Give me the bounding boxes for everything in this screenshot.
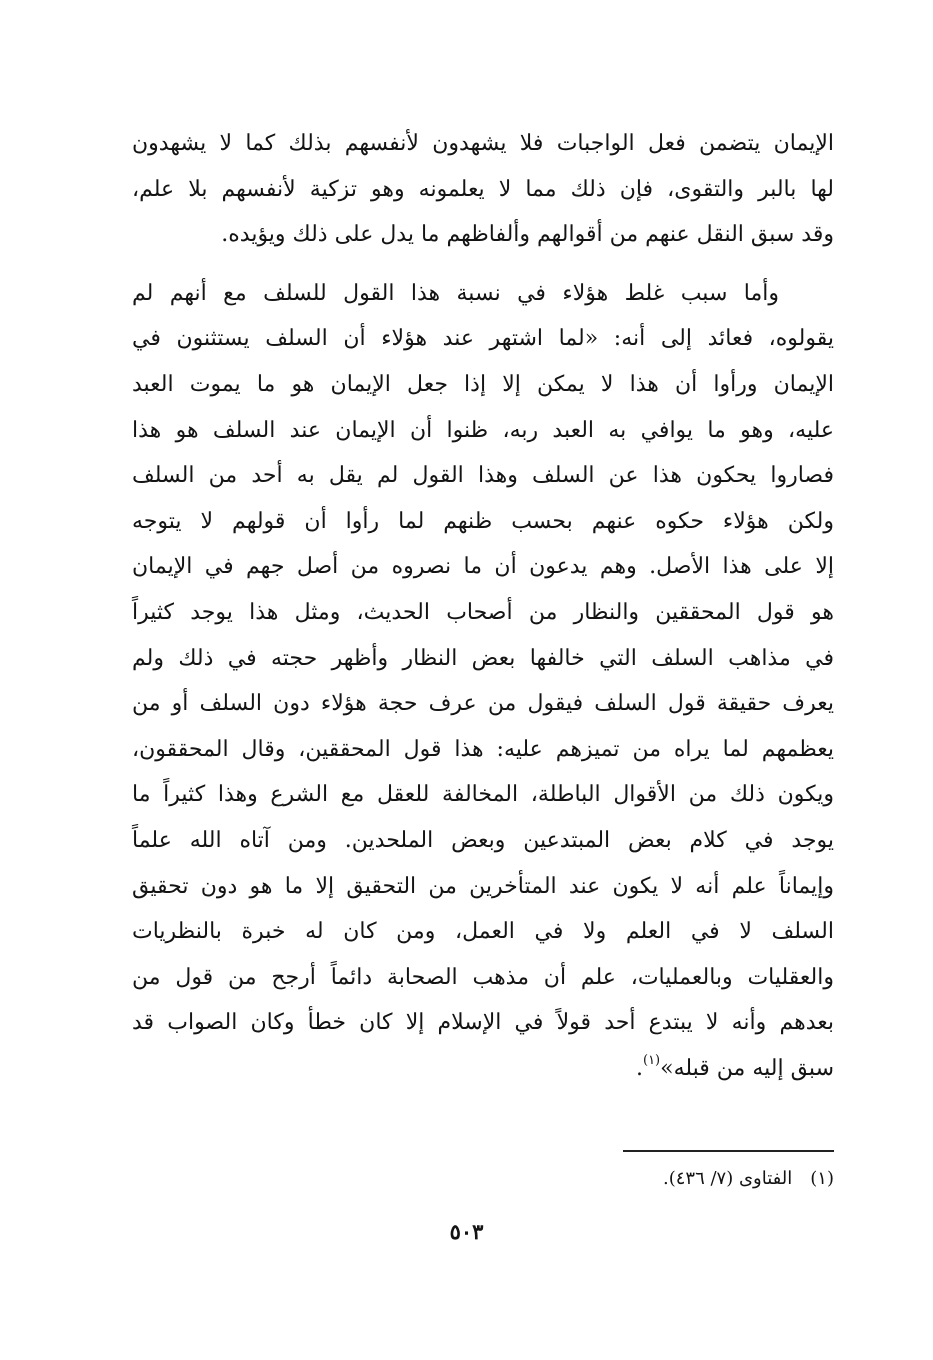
text-line: إلا على هذا الأصل. وهم يدعون أن ما نصروه من أصل جهم في الإيمان — [132, 554, 834, 580]
footnote-text: الفتاوى (٧/ ٤٣٦). — [662, 1168, 793, 1189]
footnote — [663, 1162, 834, 1196]
footnote-reference[interactable]: (١) — [642, 1052, 661, 1068]
text-line: وقد سبق النقل عنهم من أقوالهم وألفاظهم ما يدل على ذلك ويؤيده. — [221, 222, 834, 248]
text-line: بعدهم وأنه لا يبتدع أحد قولاً في الإسلام إلا كان خطأ وكان الصواب قد — [132, 1010, 834, 1036]
text-line: عليه، وهو ما يوافي به العبد ربه، ظنوا أن الإيمان عند السلف هو هذا — [132, 417, 834, 443]
text-line: يعظمهم لما يراه من تميزهم عليه: هذا قول المحققين، وقال المحققون، — [132, 736, 834, 762]
text-line: وإيماناً علم أنه لا يكون عند المتأخرين من التحقيق إلا ما هو دون تحقيق — [132, 873, 834, 899]
text-line: يعرف حقيقة قول السلف فيقول من عرف حجة هؤلاء دون السلف أو من — [132, 691, 834, 717]
paragraph-gap — [132, 258, 834, 271]
text-line: والعقليات وبالعمليات، علم أن مذهب الصحابة دائماً أرجح من قول من — [132, 964, 834, 990]
text-line: الإيمان ورأوا أن هذا لا يمكن إلا إذا جعل الإيمان هو ما يموت العبد — [132, 371, 834, 397]
text-line: الإيمان يتضمن فعل الواجبات فلا يشهدون لأنفسهم بذلك كما لا يشهدون — [132, 131, 834, 156]
text-line: في مذاهب السلف التي خالفها بعض النظار وأظهر حجته في ذلك ولم — [132, 645, 834, 671]
footnote-divider — [623, 1150, 834, 1152]
footnote-marker: (١) — [810, 1168, 834, 1189]
text-line: السلف لا في العلم ولا في العمل، ومن كان له خبرة بالنظريات — [132, 919, 834, 945]
end-punctuation: . — [635, 1055, 643, 1081]
text-line: يوجد في كلام بعض المبتدعين وبعض الملحدين. ومن آتاه الله علماً — [132, 827, 834, 853]
text-line: فصاروا يحكون هذا عن السلف وهذا القول لم يقل به أحد من السلف — [132, 463, 834, 489]
text-line: وأما سبب غلط هؤلاء في نسبة هذا القول للسلف مع أنهم لم — [132, 280, 779, 306]
paragraph-2 — [132, 271, 834, 1092]
body-text — [132, 121, 834, 1091]
page-number: ٥٠٣ — [449, 1219, 484, 1244]
text-line-content: سبق إليه من قبله» — [660, 1055, 834, 1081]
text-line: هو قول المحققين والنظار من أصحاب الحديث، ومثل هذا يوجد كثيراً — [132, 599, 834, 625]
text-line: ولكن هؤلاء حكوه عنهم بحسب ظنهم لما رأوا أن قولهم لا يتوجه — [132, 508, 834, 534]
text-line: ويكون ذلك من الأقوال الباطلة، المخالفة للعقل مع الشرع وهذا كثيراً ما — [132, 782, 834, 808]
text-line: لها بالبر والتقوى، فإن ذلك مما لا يعلمونه وهو تزكية لأنفسهم بلا علم، — [132, 176, 834, 202]
text-line-last — [132, 1046, 834, 1092]
paragraph-1 — [132, 121, 834, 258]
text-line: يقولوه، فعائد إلى أنه: «لما اشتهر عند هؤلاء أن السلف يستثنون في — [132, 326, 834, 352]
